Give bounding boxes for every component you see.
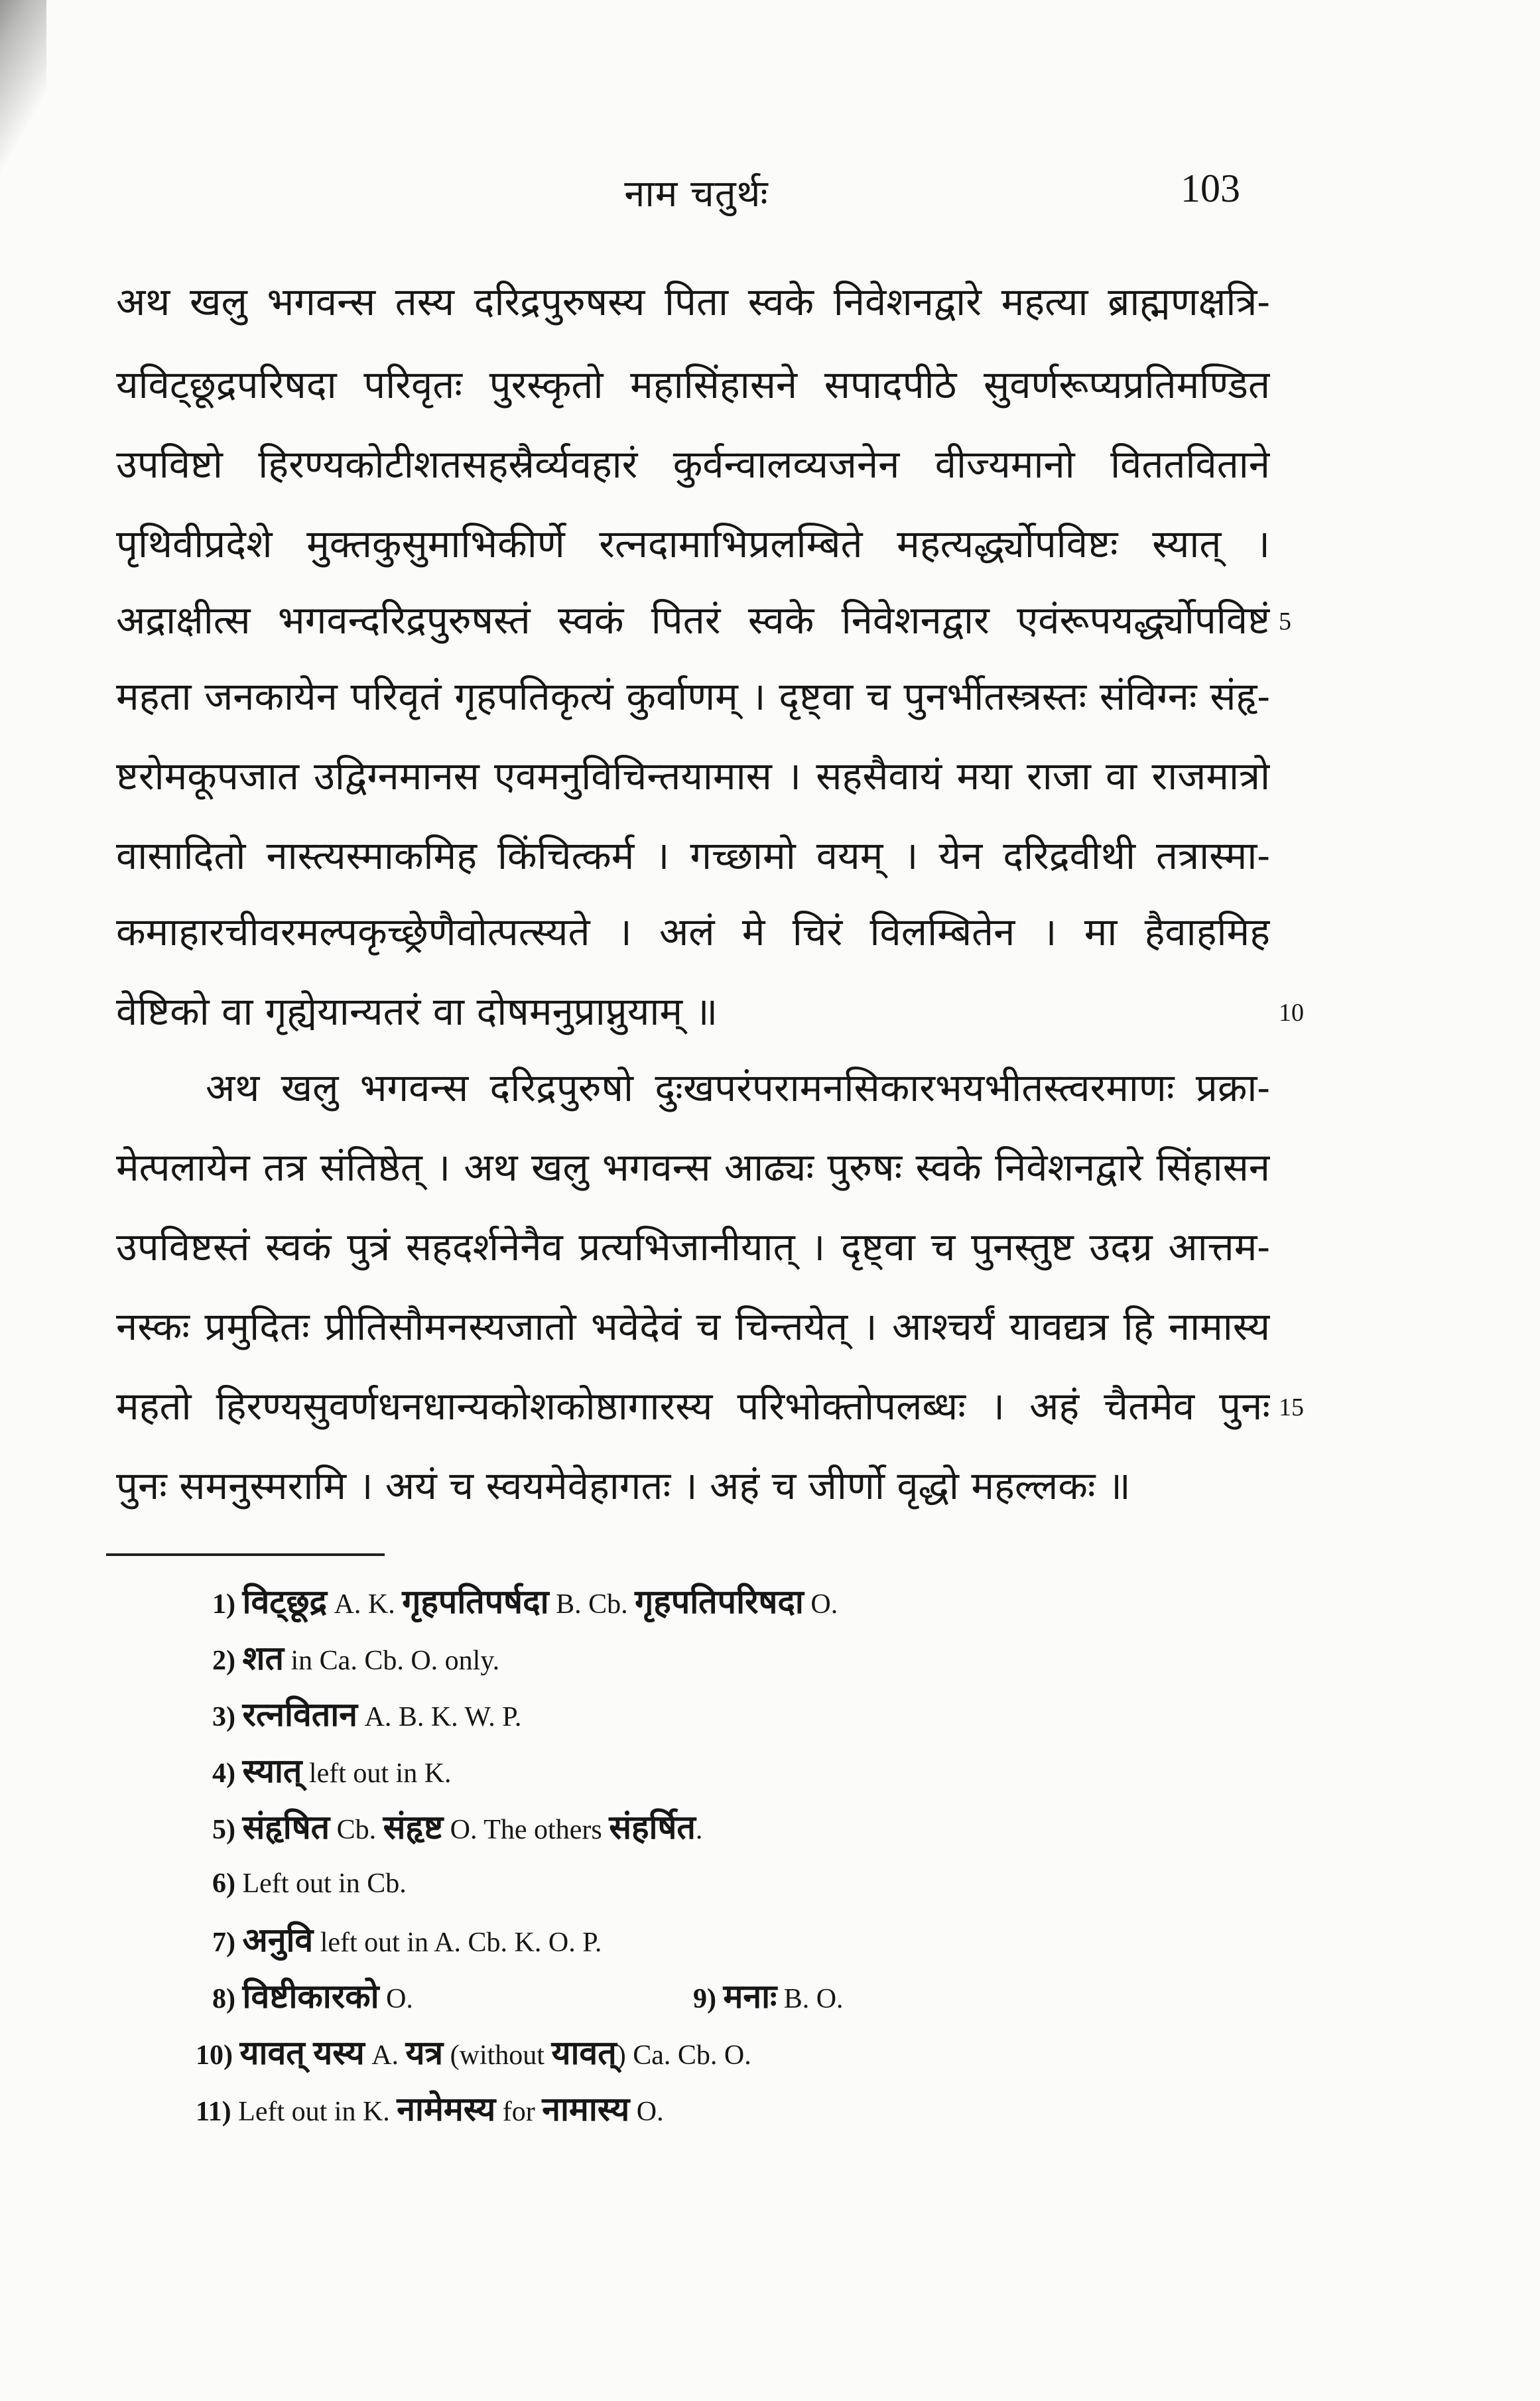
footnote-variant: नामेमस्य [397, 2091, 496, 2128]
footnote-variant: संहृषित [242, 1809, 330, 1846]
text-line: अथ खलु भगवन्स दरिद्रपुरुषो दुःखपरंपरामनसिकारभयभीतस्त्वरमाणः प्रक्रा- [206, 1065, 1270, 1110]
footnote-number: 2) [212, 1646, 235, 1676]
footnote-variant: नामास्य [542, 2091, 630, 2128]
footnote-text: left out in K. [302, 1758, 452, 1789]
text-line: पुनः समनुस्मरामि । अयं च स्वयमेवेहागतः । अहं च जीर्णो वृद्धो महल्लकः ॥ [116, 1463, 1131, 1508]
footnote-variant: विट्छूद्र [242, 1583, 328, 1620]
line-number: 10 [1279, 999, 1304, 1027]
footnote-text: O. [629, 2097, 664, 2127]
footnote [196, 2033, 751, 2075]
footnote-text: B. O. [777, 1984, 844, 2014]
footnote-text: ) Ca. Cb. O. [616, 2040, 751, 2071]
footnote [212, 1864, 407, 1904]
footnote-variant: गृहपतिपरिषदा [635, 1583, 804, 1620]
footnote-number: 3) [212, 1702, 235, 1732]
footnote-text: O. The others [443, 1815, 610, 1845]
footnote-variant: अनुवि [242, 1921, 314, 1959]
footnote-number: 5) [212, 1815, 235, 1845]
text-line: महता जनकायेन परिवृतं गृहपतिकृत्यं कुर्वाणम् । दृष्ट्वा च पुनर्भीतस्त्रस्तः संविग्नः संहृ- [116, 674, 1270, 719]
footnote-variant: शत [242, 1640, 284, 1677]
text-line: उपविष्टो हिरण्यकोटीशतसहस्रैर्व्यवहारं कुर्वन्वालव्यजनेन वीज्यमानो विततविताने [116, 442, 1270, 487]
footnote-number: 9) [693, 1984, 716, 2014]
line-number: 5 [1279, 608, 1291, 635]
footnote-number: 1) [212, 1589, 235, 1620]
footnote-variant: विष्टीकारको [242, 1978, 379, 2015]
footnote-variant: संहृष्ट [383, 1809, 444, 1846]
footnote-variant: गृहपतिपर्षदा [402, 1583, 549, 1620]
footnote-text: O. [803, 1589, 838, 1620]
footnote-text: O. [379, 1984, 413, 2014]
footnote-number: 10) [196, 2040, 233, 2071]
footnote-text: Left out in K. [238, 2097, 397, 2127]
footnote [212, 1920, 602, 1963]
text-line: अथ खलु भगवन्स तस्य दरिद्रपुरुषस्य पिता स्वके निवेशनद्वारे महत्या ब्राह्मणक्षत्रि- [116, 279, 1270, 324]
running-header-title: नाम चतुर्थः [624, 172, 769, 216]
footnote-number: 4) [212, 1758, 235, 1789]
footnote-variant: मनाः [723, 1978, 777, 2015]
text-line: महतो हिरण्यसुवर्णधनधान्यकोशकोष्ठागारस्य परिभोक्तोपलब्धः । अहं चैतमेव पुनः [116, 1384, 1270, 1429]
footnote-text: Cb. [330, 1815, 383, 1845]
footnote-text: B. Cb. [548, 1589, 635, 1620]
text-line: नस्कः प्रमुदितः प्रीतिसौमनस्यजातो भवेदेवं च चिन्तयेत् । आश्चर्यं यावद्यत्र हि नामास्य [116, 1304, 1270, 1349]
footnote-separator [106, 1553, 385, 1556]
footnote-variant: संहर्षित [609, 1809, 696, 1846]
footnote [212, 1638, 499, 1681]
footnote-number: 11) [196, 2097, 231, 2127]
text-line: यविट्छूद्रपरिषदा परिवृतः पुरस्कृतो महासिंहासने सपादपीठे सुवर्णरूप्यप्रतिमण्डित [116, 362, 1270, 407]
footnote [693, 1977, 844, 2019]
text-line: अद्राक्षीत्स भगवन्दरिद्रपुरुषस्तं स्वकं पितरं स्वके निवेशनद्वार एवंरूपयर्द्ध्योपविष्टं [116, 598, 1270, 643]
footnote-number: 8) [212, 1984, 235, 2014]
text-line: पृथिवीप्रदेशे मुक्तकुसुमाभिकीर्णे रत्नदामाभिप्रलम्बिते महत्यर्द्ध्योपविष्टः स्यात् । [116, 521, 1270, 566]
footnote-text: Left out in Cb. [242, 1868, 407, 1899]
footnote-number: 7) [212, 1927, 235, 1958]
footnote-text: in Ca. Cb. O. only. [284, 1646, 500, 1676]
footnote-text: (without [443, 2040, 552, 2071]
text-line: मेत्पलायेन तत्र संतिष्ठेत् । अथ खलु भगवन्स आढ्यः पुरुषः स्वके निवेशनद्वारे सिंहासन [116, 1145, 1270, 1190]
footnote [212, 1582, 838, 1624]
footnote-variant: यावत् यस्य [239, 2034, 365, 2071]
footnote-text: A. K. [327, 1589, 403, 1620]
footnote-number: 6) [212, 1868, 235, 1899]
footnote [212, 1807, 702, 1850]
line-number: 15 [1279, 1394, 1304, 1421]
footnote-variant: रत्नवितान [242, 1696, 357, 1733]
text-line: कमाहारचीवरमल्पकृच्छ्रेणैवोत्पत्स्यते । अलं मे चिरं विलम्बितेन । मा हैवाहमिह [116, 909, 1270, 954]
footnote [212, 1751, 452, 1793]
footnote [212, 1977, 413, 2019]
footnote-text: A. B. K. W. P. [357, 1702, 522, 1732]
footnote-text: . [695, 1815, 703, 1845]
page-number: 103 [1181, 166, 1240, 210]
footnote-text: A. [364, 2040, 406, 2071]
text-line: वेष्टिको वा गृह्येयान्यतरं वा दोषमनुप्राप्नुयाम् ॥ [116, 989, 718, 1034]
text-line: वासादितो नास्त्यस्माकमिह किंचित्कर्म । गच्छामो वयम् । येन दरिद्रवीथी तत्रास्मा- [116, 833, 1270, 878]
footnote-variant: यत्र [405, 2034, 444, 2071]
footnote-variant: स्यात् [242, 1752, 302, 1789]
footnote [212, 1695, 521, 1737]
page-binding-shadow [0, 0, 46, 212]
footnote [196, 2089, 664, 2132]
text-line: उपविष्टस्तं स्वकं पुत्रं सहदर्शनेनैव प्रत्यभिजानीयात् । दृष्ट्वा च पुनस्तुष्ट उदग्र आत्तम- [116, 1224, 1270, 1269]
footnote-text: left out in A. Cb. K. O. P. [313, 1927, 602, 1958]
footnote-variant: यावत् [551, 2034, 617, 2071]
footnote-text: for [495, 2097, 543, 2127]
text-line: ष्टरोमकूपजात उद्विग्नमानस एवमनुविचिन्तयामास । सहसैवायं मया राजा वा राजमात्रो [116, 753, 1270, 799]
